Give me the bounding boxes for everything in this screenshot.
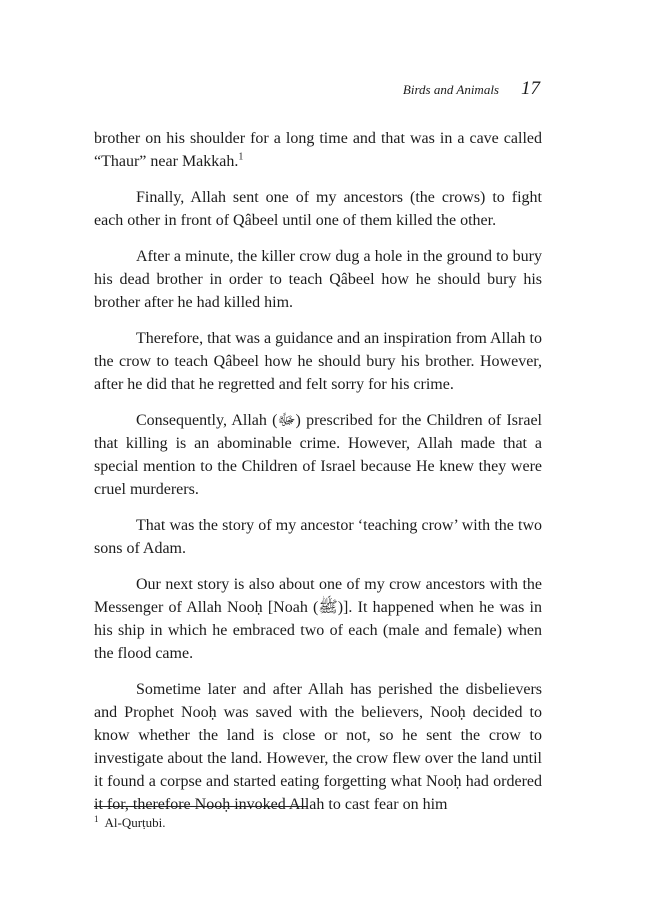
paragraph-8: Sometime later and after Allah has perished the disbelievers and Prophet Nooḥ was saved with the believers, Nooḥ decided to know whether the land is close or not, so he sent the crow to investigate about the land. However, the crow flew over the land until it found a corpse and started eating forgetting what Nooḥ had ordered it for, therefore Nooḥ invoked Allah to cast fear on him	[94, 681, 542, 813]
paragraph-3: After a minute, the killer crow dug a hole in the ground to bury his dead brother in order to teach Qâbeel how he should bury his brother after he had killed him.	[94, 248, 542, 311]
paragraph-2: Finally, Allah sent one of my ancestors (the crows) to fight each other in front of Qâbeel until one of them killed the other.	[94, 189, 542, 229]
footnote-marker: 1	[94, 813, 99, 824]
footnote-divider	[94, 806, 308, 807]
paragraph-1-text: brother on his shoulder for a long time and that was in a cave called “Thaur” near Makkah.	[94, 130, 542, 170]
footnote-reference: 1	[238, 151, 244, 163]
page-number: 17	[521, 78, 540, 99]
footnote	[94, 815, 166, 831]
paragraph-6: That was the story of my ancestor ‘teaching crow’ with the two sons of Adam.	[94, 517, 542, 557]
running-title: Birds and Animals	[402, 82, 499, 97]
paragraph-5: Consequently, Allah (ﷻ) prescribed for the Children of Israel that killing is an abominable crime. However, Allah made that a special mention to the Children of Israel because He knew they were cruel murderers.	[94, 412, 542, 498]
page-header	[403, 78, 540, 100]
footnote-text: Al-Qurṭubi.	[104, 815, 166, 830]
paragraph-4: Therefore, that was a guidance and an inspiration from Allah to the crow to teach Qâbeel how he should bury his brother. However, after he did that he regretted and felt sorry for his crime.	[94, 330, 542, 393]
paragraph-7: Our next story is also about one of my crow ancestors with the Messenger of Allah Nooḥ [Noah (ﷺ)]. It happened when he was in his ship in which he embraced two of each (male and female) when the flood came.	[94, 576, 542, 662]
body-text	[94, 127, 542, 829]
paragraph-1	[94, 127, 542, 173]
